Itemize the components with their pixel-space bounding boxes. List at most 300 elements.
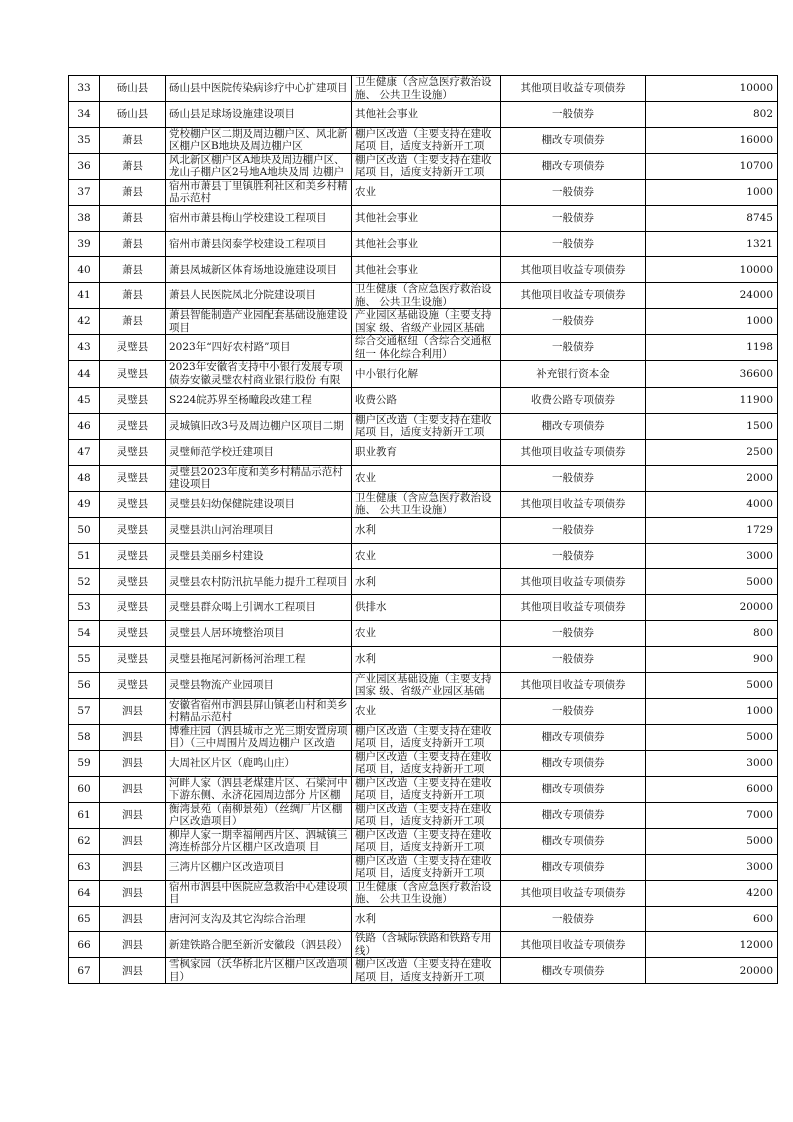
bond-type-cell (501, 569, 646, 595)
bond-amount-cell (646, 361, 778, 388)
project-name: 灵璧县农村防汛抗旱能力提升工程项目 (169, 575, 348, 588)
bond-type-cell (501, 257, 646, 283)
bond-amount-cell (646, 776, 778, 802)
project-type-cell (352, 413, 501, 439)
bond-type: 一般债券 (552, 315, 594, 328)
bond-type: 棚改专项债券 (541, 782, 605, 795)
bond-amount-cell (646, 231, 778, 257)
bond-type: 一般债券 (552, 627, 594, 640)
bond-amount-cell (646, 517, 778, 543)
bond-amount: 8745 (746, 211, 773, 224)
table-row (69, 413, 778, 439)
row-number: 42 (77, 315, 91, 328)
county-name: 泗县 (122, 964, 143, 977)
bond-amount: 3000 (746, 860, 773, 873)
project-type-cell (352, 543, 501, 569)
bond-amount-cell (646, 569, 778, 595)
project-type: 职业教育 (355, 446, 397, 459)
bond-type: 一般债券 (552, 211, 594, 224)
county-name: 灵璧县 (116, 601, 149, 614)
bond-type-cell (501, 620, 646, 646)
project-name-cell (166, 309, 352, 335)
project-type-cell (352, 932, 501, 958)
county-name-cell (100, 776, 166, 802)
bond-amount-cell (646, 465, 778, 491)
row-number-cell (69, 620, 100, 646)
county-name: 灵璧县 (116, 341, 149, 354)
bond-amount: 4000 (746, 498, 773, 511)
project-name-cell (166, 439, 352, 465)
county-name-cell (100, 257, 166, 283)
project-name-cell (166, 388, 352, 414)
county-name: 灵璧县 (116, 523, 149, 536)
bond-amount-cell (646, 672, 778, 698)
row-number: 56 (77, 678, 91, 691)
bond-amount-cell (646, 854, 778, 880)
table-row (69, 776, 778, 802)
bond-type-cell (501, 439, 646, 465)
project-type-cell (352, 439, 501, 465)
project-name: 灵璧县物流产业园项目 (169, 678, 274, 691)
row-number-cell (69, 672, 100, 698)
bond-type-cell (501, 802, 646, 828)
bond-type: 一般债券 (552, 108, 594, 121)
county-name-cell (100, 465, 166, 491)
county-name-cell (100, 153, 166, 179)
project-name-cell (166, 698, 352, 724)
project-type-cell (352, 880, 501, 906)
row-number: 53 (77, 601, 91, 614)
bond-amount-cell (646, 646, 778, 672)
project-type-cell (352, 828, 501, 854)
project-name-cell (166, 880, 352, 906)
bond-amount: 2500 (746, 446, 773, 459)
bond-amount-cell (646, 491, 778, 517)
project-name: 萧县人民医院凤北分院建设项目 (169, 289, 316, 302)
table-row (69, 698, 778, 724)
row-number: 63 (77, 860, 91, 873)
project-type-cell (352, 724, 501, 750)
bond-amount: 36600 (739, 367, 773, 380)
project-name: 砀山县足球场设施建设项目 (169, 108, 295, 121)
row-number: 58 (77, 730, 91, 743)
project-type: 其他社会事业 (355, 108, 418, 121)
county-name: 灵璧县 (116, 446, 149, 459)
project-type-cell (352, 958, 501, 984)
project-type: 收费公路 (355, 394, 397, 407)
bond-amount-cell (646, 750, 778, 776)
project-type-cell (352, 672, 501, 698)
project-type-cell (352, 257, 501, 283)
bond-type-cell (501, 283, 646, 309)
county-name-cell (100, 127, 166, 153)
county-name: 萧县 (122, 289, 143, 302)
bond-amount-cell (646, 153, 778, 179)
row-number-cell (69, 465, 100, 491)
bond-type: 棚改专项债券 (541, 420, 605, 433)
project-name-cell (166, 932, 352, 958)
bond-amount-cell (646, 413, 778, 439)
project-name: 2023年安徽省支持中小银行发展专项债券安徽灵璧农村商业银行股份 有限 (169, 361, 343, 386)
row-number: 60 (77, 782, 91, 795)
row-number: 65 (77, 912, 91, 925)
county-name: 泗县 (122, 704, 143, 717)
row-number: 67 (77, 964, 91, 977)
row-number: 55 (77, 652, 91, 665)
bond-type: 其他项目收益专项债券 (520, 886, 626, 899)
table-row (69, 595, 778, 621)
county-name-cell (100, 76, 166, 102)
project-type: 卫生健康（含应急医疗救治设施、 公共卫生设施） (355, 880, 492, 906)
table-row (69, 179, 778, 205)
bond-type: 补充银行资本金 (536, 367, 610, 380)
project-name-cell (166, 231, 352, 257)
table-row (69, 439, 778, 465)
bond-amount-cell (646, 543, 778, 569)
row-number-cell (69, 361, 100, 388)
row-number-cell (69, 127, 100, 153)
bond-type-cell (501, 102, 646, 128)
county-name-cell (100, 388, 166, 414)
project-name: 柳岸人家一期幸福闸西片区、泗城镇三湾连桥部分片区棚户区改造项 目 (169, 828, 348, 854)
project-name: 雪枫家园（沃华桥北片区棚户区改造项目） (169, 958, 348, 983)
project-type-cell (352, 698, 501, 724)
project-type-cell (352, 906, 501, 932)
row-number-cell (69, 179, 100, 205)
bond-amount: 12000 (739, 938, 773, 951)
bond-amount-cell (646, 698, 778, 724)
bond-type: 棚改专项债券 (541, 808, 605, 821)
county-name-cell (100, 750, 166, 776)
county-name-cell (100, 439, 166, 465)
row-number: 50 (77, 523, 91, 536)
bond-type: 一般债券 (552, 472, 594, 485)
project-type-cell (352, 335, 501, 361)
bond-amount: 3000 (746, 549, 773, 562)
row-number-cell (69, 491, 100, 517)
project-name: 新建铁路合肥至新沂安徽段（泗县段） (169, 938, 348, 951)
row-number: 41 (77, 289, 91, 302)
bond-type-cell (501, 698, 646, 724)
bond-amount-cell (646, 127, 778, 153)
county-name-cell (100, 517, 166, 543)
table-row (69, 76, 778, 102)
bond-amount: 10000 (739, 263, 773, 276)
county-name-cell (100, 595, 166, 621)
county-name-cell (100, 569, 166, 595)
project-type: 棚户区改造（主要支持在建收尾项 目，适度支持新开工项 (355, 750, 492, 776)
project-name: 博雅庄园（泗县城市之光三期安置房项目）（三中周围片及周边棚户 区改造 (169, 724, 348, 750)
table-row (69, 854, 778, 880)
project-name: 风北新区棚户区A地块及周边棚户区、龙山子棚户区2号地A地块及周 边棚户 (169, 153, 345, 179)
row-number: 52 (77, 575, 91, 588)
county-name: 萧县 (122, 263, 143, 276)
bond-amount-cell (646, 179, 778, 205)
county-name: 泗县 (122, 886, 143, 899)
project-name-cell (166, 569, 352, 595)
county-name-cell (100, 335, 166, 361)
bond-amount-cell (646, 335, 778, 361)
row-number-cell (69, 595, 100, 621)
bond-amount: 10000 (739, 82, 773, 95)
bond-amount: 5000 (746, 678, 773, 691)
county-name-cell (100, 491, 166, 517)
project-name-cell (166, 465, 352, 491)
county-name-cell (100, 672, 166, 698)
bond-type: 其他项目收益专项债券 (520, 498, 626, 511)
project-name-cell (166, 854, 352, 880)
table-row (69, 283, 778, 309)
bond-amount: 802 (752, 108, 773, 121)
project-type: 其他社会事业 (355, 237, 418, 250)
county-name-cell (100, 309, 166, 335)
project-type: 供排水 (355, 601, 387, 614)
bond-type-cell (501, 231, 646, 257)
project-type-cell (352, 179, 501, 205)
bond-amount: 5000 (746, 730, 773, 743)
row-number: 48 (77, 472, 91, 485)
county-name-cell (100, 283, 166, 309)
row-number-cell (69, 283, 100, 309)
project-name: 灵璧县人居环境整治项目 (169, 627, 285, 640)
county-name: 萧县 (122, 160, 143, 173)
bond-type: 棚改专项债券 (541, 756, 605, 769)
bond-type-cell (501, 646, 646, 672)
bond-type: 其他项目收益专项债券 (520, 263, 626, 276)
project-type-cell (352, 309, 501, 335)
bond-type: 一般债券 (552, 341, 594, 354)
row-number: 51 (77, 549, 91, 562)
row-number-cell (69, 231, 100, 257)
table-row (69, 335, 778, 361)
bond-project-table (68, 75, 778, 984)
county-name-cell (100, 802, 166, 828)
project-type: 水利 (355, 523, 376, 536)
row-number: 40 (77, 263, 91, 276)
project-name-cell (166, 543, 352, 569)
row-number-cell (69, 76, 100, 102)
table-row (69, 491, 778, 517)
bond-amount-cell (646, 932, 778, 958)
project-name-cell (166, 750, 352, 776)
project-type: 农业 (355, 186, 376, 199)
project-type: 卫生健康（含应急医疗救治设施、 公共卫生设施） (355, 491, 492, 517)
bond-type-cell (501, 361, 646, 388)
row-number: 66 (77, 938, 91, 951)
row-number: 46 (77, 420, 91, 433)
bond-type: 其他项目收益专项债券 (520, 289, 626, 302)
bond-amount: 20000 (739, 964, 773, 977)
row-number-cell (69, 698, 100, 724)
county-name-cell (100, 828, 166, 854)
bond-type-cell (501, 127, 646, 153)
row-number-cell (69, 724, 100, 750)
bond-type: 其他项目收益专项债券 (520, 938, 626, 951)
row-number: 62 (77, 834, 91, 847)
project-name-cell (166, 828, 352, 854)
bond-type-cell (501, 309, 646, 335)
project-name: 党校棚户区二期及周边棚户区、风北新区棚户区B地块及周边棚户区 (169, 127, 348, 153)
bond-type: 一般债券 (552, 186, 594, 199)
county-name: 泗县 (122, 730, 143, 743)
bond-amount-cell (646, 439, 778, 465)
bond-type-cell (501, 776, 646, 802)
project-type: 棚户区改造（主要支持在建收尾项 目，适度支持新开工项 (355, 127, 492, 153)
project-type: 中小银行化解 (355, 367, 418, 380)
county-name: 灵璧县 (116, 549, 149, 562)
bond-type: 棚改专项债券 (541, 834, 605, 847)
bond-amount-cell (646, 828, 778, 854)
bond-type: 棚改专项债券 (541, 964, 605, 977)
row-number: 43 (77, 341, 91, 354)
bond-type-cell (501, 750, 646, 776)
project-type: 棚户区改造（主要支持在建收尾项 目，适度支持新开工项 (355, 854, 492, 880)
project-type: 农业 (355, 627, 376, 640)
bond-amount-cell (646, 205, 778, 231)
table-row (69, 543, 778, 569)
table-row (69, 569, 778, 595)
project-name-cell (166, 672, 352, 698)
row-number: 35 (77, 134, 91, 147)
bond-amount: 1000 (746, 186, 773, 199)
row-number: 61 (77, 808, 91, 821)
project-name-cell (166, 620, 352, 646)
county-name: 泗县 (122, 860, 143, 873)
row-number: 57 (77, 704, 91, 717)
table-row (69, 802, 778, 828)
row-number-cell (69, 958, 100, 984)
project-name: 萧县凤城新区体育场地设施建设项目 (169, 263, 337, 276)
bond-amount: 24000 (739, 289, 773, 302)
project-name: 灵璧县洪山河治理项目 (169, 523, 274, 536)
bond-amount-cell (646, 388, 778, 414)
project-type: 水利 (355, 575, 376, 588)
project-name: 砀山县中医院传染病诊疗中心扩建项目 (169, 82, 348, 95)
project-name: 宿州市萧县丁里镇胜利社区和美乡村精品示范村 (169, 179, 348, 205)
bond-amount: 2000 (746, 472, 773, 485)
county-name-cell (100, 413, 166, 439)
project-type-cell (352, 388, 501, 414)
bond-type: 其他项目收益专项债券 (520, 575, 626, 588)
project-type: 农业 (355, 549, 376, 562)
county-name: 灵璧县 (116, 472, 149, 485)
bond-type-cell (501, 595, 646, 621)
bond-type-cell (501, 517, 646, 543)
county-name: 灵璧县 (116, 652, 149, 665)
table-row (69, 257, 778, 283)
project-name: S224皖苏界至杨疃段改建工程 (169, 394, 312, 407)
bond-type-cell (501, 880, 646, 906)
bond-type: 棚改专项债券 (541, 730, 605, 743)
project-type: 棚户区改造（主要支持在建收尾项 目，适度支持新开工项 (355, 153, 492, 179)
bond-type-cell (501, 491, 646, 517)
project-type: 棚户区改造（主要支持在建收尾项 目，适度支持新开工项 (355, 724, 492, 750)
project-type: 铁路（含城际铁路和铁路专用线） (355, 932, 492, 957)
bond-amount: 3000 (746, 756, 773, 769)
project-name-cell (166, 179, 352, 205)
project-type-cell (352, 491, 501, 517)
table-row (69, 309, 778, 335)
project-name: 灵璧县拖尾河新杨河治理工程 (169, 652, 306, 665)
county-name: 泗县 (122, 782, 143, 795)
project-name: 灵璧县妇幼保健院建设项目 (169, 498, 295, 511)
bond-type-cell (501, 76, 646, 102)
project-name: 灵璧县2023年度和美乡村精品示范村建设项目 (169, 465, 343, 491)
project-name: 衡湾景苑（南柳景苑）（丝绸厂片区棚户区改造项目） (169, 802, 343, 828)
county-name: 灵璧县 (116, 678, 149, 691)
row-number-cell (69, 932, 100, 958)
project-name-cell (166, 76, 352, 102)
bond-amount-cell (646, 76, 778, 102)
table-row (69, 672, 778, 698)
row-number: 54 (77, 627, 91, 640)
row-number: 37 (77, 186, 91, 199)
bond-type: 棚改专项债券 (541, 160, 605, 173)
project-name: 河畔人家（泗县老煤建片区、石梁河中下游东侧、永济花园周边部分 片区棚 (169, 776, 348, 802)
project-type-cell (352, 646, 501, 672)
bond-amount: 1500 (746, 420, 773, 433)
project-name: 灵城镇旧改3号及周边棚户区项目二期 (169, 420, 344, 433)
table-body (69, 76, 778, 984)
table-row (69, 102, 778, 128)
table-row (69, 361, 778, 388)
project-name: 灵璧师范学校迁建项目 (169, 446, 274, 459)
project-type-cell (352, 620, 501, 646)
project-type-cell (352, 231, 501, 257)
project-name-cell (166, 724, 352, 750)
table-row (69, 388, 778, 414)
county-name-cell (100, 102, 166, 128)
county-name: 灵璧县 (116, 627, 149, 640)
project-type-cell (352, 776, 501, 802)
county-name-cell (100, 854, 166, 880)
project-name-cell (166, 906, 352, 932)
project-type-cell (352, 361, 501, 388)
project-name-cell (166, 958, 352, 984)
county-name-cell (100, 932, 166, 958)
table-row (69, 127, 778, 153)
bond-type: 一般债券 (552, 704, 594, 717)
project-type-cell (352, 569, 501, 595)
project-type-cell (352, 76, 501, 102)
bond-amount-cell (646, 595, 778, 621)
table-row (69, 828, 778, 854)
project-type-cell (352, 802, 501, 828)
project-type: 卫生健康（含应急医疗救治设施、 公共卫生设施） (355, 76, 492, 101)
bond-type-cell (501, 153, 646, 179)
county-name-cell (100, 906, 166, 932)
bond-amount: 600 (752, 912, 773, 925)
bond-amount-cell (646, 906, 778, 932)
bond-type-cell (501, 179, 646, 205)
project-type-cell (352, 595, 501, 621)
bond-type-cell (501, 828, 646, 854)
project-type: 其他社会事业 (355, 211, 418, 224)
county-name: 泗县 (122, 834, 143, 847)
county-name-cell (100, 698, 166, 724)
row-number-cell (69, 335, 100, 361)
county-name-cell (100, 361, 166, 388)
county-name: 砀山县 (116, 82, 149, 95)
row-number-cell (69, 906, 100, 932)
row-number-cell (69, 309, 100, 335)
row-number: 36 (77, 160, 91, 173)
bond-amount: 900 (752, 652, 773, 665)
row-number-cell (69, 257, 100, 283)
bond-type: 一般债券 (552, 237, 594, 250)
county-name-cell (100, 543, 166, 569)
row-number: 49 (77, 498, 91, 511)
